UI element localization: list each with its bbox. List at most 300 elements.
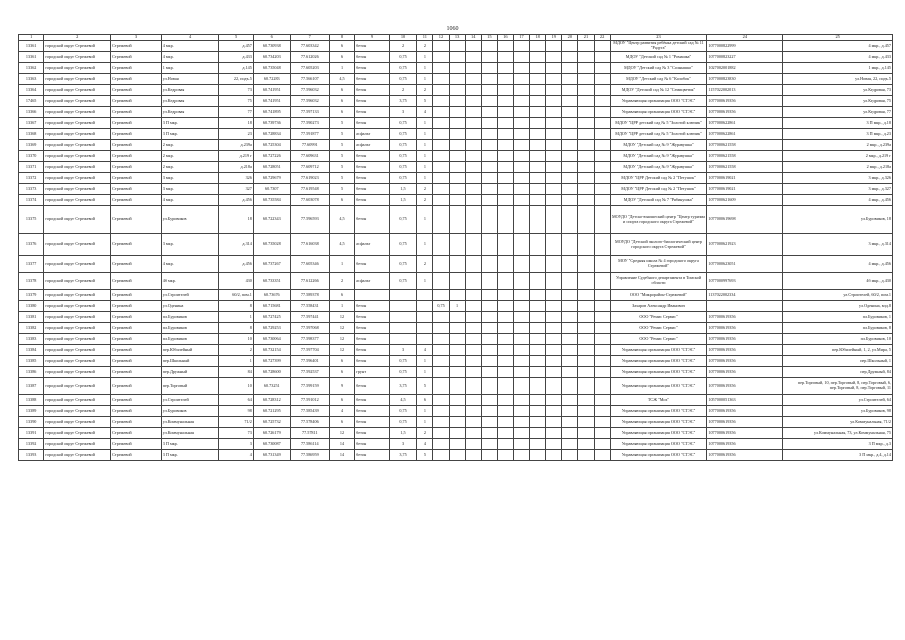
table-cell: городской округ Стрежевой <box>44 85 111 96</box>
table-cell <box>530 129 546 140</box>
table-cell <box>449 63 465 74</box>
table-cell: 4 <box>329 406 354 417</box>
table-cell: ул.Кедровая, 75 <box>783 96 893 107</box>
table-cell <box>546 256 562 273</box>
table-row <box>19 356 893 367</box>
table-cell <box>594 323 610 334</box>
table-cell <box>513 195 529 206</box>
table-cell: Стрежевой <box>111 323 162 334</box>
table-cell: 0,75 <box>389 206 417 234</box>
table-cell <box>449 107 465 118</box>
table-cell <box>481 428 497 439</box>
table-cell: 77.612266 <box>290 273 329 290</box>
table-cell <box>562 96 578 107</box>
table-cell <box>530 206 546 234</box>
table-cell <box>481 323 497 334</box>
table-cell: 1077000623051 <box>707 256 783 273</box>
table-cell: 3,75 <box>389 378 417 395</box>
table-cell: 5 <box>417 450 433 461</box>
table-cell: Стрежевой <box>111 334 162 345</box>
table-cell: д.456 <box>219 195 254 206</box>
table-cell <box>433 256 449 273</box>
table-cell <box>449 378 465 395</box>
table-cell <box>530 173 546 184</box>
table-cell <box>481 273 497 290</box>
table-cell <box>562 256 578 273</box>
column-number: 17 <box>513 35 529 41</box>
table-cell: ул.Кедровая, 73 <box>783 85 893 96</box>
table-cell <box>513 206 529 234</box>
table-cell <box>481 406 497 417</box>
table-cell <box>578 406 594 417</box>
table-cell <box>433 450 449 461</box>
table-cell: городской округ Стрежевой <box>44 450 111 461</box>
table-cell <box>594 273 610 290</box>
table-cell <box>594 41 610 52</box>
table-cell: МДОУ "Детский сад № 12 "Семицветик" <box>610 85 707 96</box>
table-cell <box>449 96 465 107</box>
table-cell: МДОУ "Детский сад № 1 "Ромашка" <box>610 52 707 63</box>
table-cell <box>497 290 513 301</box>
table-cell: ул.Строителей, 64 <box>783 395 893 406</box>
table-cell <box>562 301 578 312</box>
table-cell <box>465 140 481 151</box>
table-cell: 0,75 <box>389 367 417 378</box>
table-cell <box>594 312 610 323</box>
table-cell <box>546 345 562 356</box>
table-cell <box>433 195 449 206</box>
table-cell: 77.605203 <box>290 63 329 74</box>
table-cell <box>481 151 497 162</box>
table-cell: 1077000619356 <box>707 356 783 367</box>
table-cell <box>465 312 481 323</box>
table-cell: 13379 <box>19 290 44 301</box>
table-cell: д.457 <box>219 41 254 52</box>
table-cell: Стрежевой <box>111 206 162 234</box>
table-cell <box>578 312 594 323</box>
table-cell <box>562 162 578 173</box>
table-cell: 1077000619356 <box>707 406 783 417</box>
table-cell <box>497 140 513 151</box>
table-cell <box>562 107 578 118</box>
table-cell: МДОУ "ЦРР Детский сад № 2 "Петушок" <box>610 184 707 195</box>
table-cell <box>433 290 449 301</box>
table-cell <box>578 439 594 450</box>
table-cell <box>497 162 513 173</box>
table-row <box>19 162 893 173</box>
table-cell <box>433 334 449 345</box>
table-cell: бетон <box>355 151 390 162</box>
table-cell: 77.591012 <box>290 395 329 406</box>
table-cell <box>449 195 465 206</box>
table-cell: 0,75 <box>389 256 417 273</box>
table-cell <box>530 417 546 428</box>
table-cell: 4 <box>417 439 433 450</box>
table-cell <box>530 85 546 96</box>
table-cell <box>513 334 529 345</box>
table-cell: 1077000619356 <box>707 417 783 428</box>
table-cell <box>417 301 433 312</box>
table-cell: 4б мкр. <box>161 273 219 290</box>
table-cell: ул.Кедровая <box>161 96 219 107</box>
table-cell: 3 мкр. <box>161 234 219 256</box>
column-number: 10 <box>389 35 417 41</box>
table-cell <box>433 173 449 184</box>
table-cell <box>562 52 578 63</box>
table-cell <box>449 367 465 378</box>
table-cell: 3 мкр. <box>161 173 219 184</box>
table-cell: 1137022002334 <box>707 290 783 301</box>
table-cell <box>530 184 546 195</box>
table-cell: 77.605346 <box>290 256 329 273</box>
table-cell: Стрежевой <box>111 96 162 107</box>
table-cell <box>578 323 594 334</box>
table-cell: 84 <box>219 367 254 378</box>
table-cell: бетон <box>355 195 390 206</box>
table-cell <box>433 140 449 151</box>
table-cell <box>433 395 449 406</box>
table-cell: 1,5 <box>389 428 417 439</box>
table-cell: 13380 <box>19 301 44 312</box>
table-cell <box>433 52 449 63</box>
table-cell: ул.Новая <box>161 74 219 85</box>
table-cell: 13369 <box>19 140 44 151</box>
table-cell <box>546 162 562 173</box>
table-cell <box>546 151 562 162</box>
table-cell <box>389 334 417 345</box>
table-cell: 73 <box>219 428 254 439</box>
table-cell: 12 <box>329 323 354 334</box>
table-cell: Стрежевой <box>111 367 162 378</box>
table-cell <box>465 378 481 395</box>
table-cell: 1077000619021 <box>707 184 783 195</box>
table-cell: МДОУ "Детский сад № 9 "Журавушка" <box>610 162 707 173</box>
table-cell: 77.616038 <box>290 234 329 256</box>
table-cell: пер.Юбилейный <box>161 345 219 356</box>
table-cell <box>449 129 465 140</box>
table-cell <box>465 96 481 107</box>
table-cell <box>530 41 546 52</box>
table-cell <box>497 301 513 312</box>
table-cell <box>562 85 578 96</box>
table-cell: 0,75 <box>389 140 417 151</box>
table-cell <box>530 63 546 74</box>
table-cell: ул.Оденина, влд.8 <box>783 301 893 312</box>
table-cell <box>513 234 529 256</box>
column-number: 4 <box>161 35 219 41</box>
table-cell <box>481 395 497 406</box>
table-cell: городской округ Стрежевой <box>44 367 111 378</box>
table-cell: 77.612026 <box>290 52 329 63</box>
table-cell <box>513 162 529 173</box>
table-cell <box>481 195 497 206</box>
table-cell <box>481 184 497 195</box>
table-cell <box>481 129 497 140</box>
table-cell: 1077000619356 <box>707 378 783 395</box>
table-cell <box>546 173 562 184</box>
table-cell <box>433 162 449 173</box>
table-cell: 60.726179 <box>253 428 290 439</box>
table-cell <box>578 74 594 85</box>
table-cell <box>594 96 610 107</box>
table-cell: ул.Буровиков, 18 <box>783 206 893 234</box>
table-cell <box>562 367 578 378</box>
table-cell: 1077000823227 <box>707 52 783 63</box>
table-cell: Стрежевой <box>111 118 162 129</box>
table-row <box>19 234 893 256</box>
table-cell: бетон <box>355 378 390 395</box>
table-cell: 1077000619356 <box>707 323 783 334</box>
table-cell <box>433 273 449 290</box>
table-cell: 1077000619356 <box>707 428 783 439</box>
table-cell <box>594 367 610 378</box>
table-cell <box>562 334 578 345</box>
table-cell: 326 <box>219 173 254 184</box>
table-cell: 2 мкр., д.218а <box>783 162 893 173</box>
table-cell: 77.596593 <box>290 206 329 234</box>
table-cell <box>546 378 562 395</box>
table-cell: 0,75 <box>389 63 417 74</box>
table-cell: 13363 <box>19 74 44 85</box>
table-cell: МДОУ "Детский сад № 3 "Солнышко" <box>610 63 707 74</box>
table-cell <box>578 234 594 256</box>
table-cell <box>513 345 529 356</box>
table-cell: ул.Коммунальная <box>161 417 219 428</box>
table-cell <box>481 96 497 107</box>
table-cell <box>497 312 513 323</box>
table-row <box>19 406 893 417</box>
table-cell <box>578 367 594 378</box>
table-cell <box>594 151 610 162</box>
table-cell: 60.728312 <box>253 395 290 406</box>
table-cell: 4 мкр., д.457 <box>783 41 893 52</box>
table-cell <box>530 428 546 439</box>
table-cell: ул.Буровиков, 98 <box>783 406 893 417</box>
table-cell <box>465 173 481 184</box>
table-cell <box>578 96 594 107</box>
table-cell: 5 <box>417 378 433 395</box>
table-cell: МДОУ "Детский сад № 9 "Журавушка" <box>610 140 707 151</box>
table-cell: 13389 <box>19 406 44 417</box>
table-cell <box>465 162 481 173</box>
table-cell <box>497 367 513 378</box>
table-cell: 60.730087 <box>253 439 290 450</box>
table-cell <box>578 107 594 118</box>
table-cell <box>530 140 546 151</box>
table-cell: 6 <box>329 85 354 96</box>
table-cell: 1077000619698 <box>707 206 783 234</box>
table-cell: 13385 <box>19 356 44 367</box>
table-cell: пл.Буровиков, 8 <box>783 323 893 334</box>
table-cell <box>562 63 578 74</box>
table-cell <box>513 107 529 118</box>
table-cell: пер.Юбилейный, 1, 2, ул.Мира, 5 <box>783 345 893 356</box>
table-cell <box>497 184 513 195</box>
table-cell: 1 <box>417 206 433 234</box>
table-cell <box>481 356 497 367</box>
table-cell: 1057000051363 <box>707 395 783 406</box>
table-cell <box>433 96 449 107</box>
table-cell: 2 <box>389 41 417 52</box>
table-cell <box>594 162 610 173</box>
table-cell <box>433 41 449 52</box>
table-cell: 64 <box>219 395 254 406</box>
table-cell <box>481 107 497 118</box>
table-cell: 6 <box>329 356 354 367</box>
table-cell: 3 мкр., д.326 <box>783 173 893 184</box>
table-cell <box>546 301 562 312</box>
table-cell: 5 <box>329 184 354 195</box>
table-cell <box>433 118 449 129</box>
table-cell: городской округ Стрежевой <box>44 323 111 334</box>
table-row <box>19 439 893 450</box>
table-cell <box>513 173 529 184</box>
table-row <box>19 118 893 129</box>
column-number: 11 <box>417 35 433 41</box>
table-cell <box>562 312 578 323</box>
table-cell: Стрежевой <box>111 52 162 63</box>
table-cell: Стрежевой <box>111 378 162 395</box>
table-cell: 1077000621609 <box>707 195 783 206</box>
table-cell <box>497 195 513 206</box>
table-cell: городской округ Стрежевой <box>44 356 111 367</box>
table-cell <box>481 301 497 312</box>
table-cell <box>449 312 465 323</box>
table-cell: бетон <box>355 206 390 234</box>
table-cell: ул.Буровиков <box>161 206 219 234</box>
table-row <box>19 173 893 184</box>
table-cell <box>513 256 529 273</box>
table-cell: 3 <box>389 439 417 450</box>
table-cell: ул.Оденина <box>161 301 219 312</box>
table-cell: 6 <box>329 417 354 428</box>
table-cell: пер.Школьный <box>161 356 219 367</box>
table-cell <box>513 406 529 417</box>
table-cell: 1 мкр., д.145 <box>783 63 893 74</box>
table-cell: 4б мкр., д.430 <box>783 273 893 290</box>
table-cell: Стрежевой <box>111 356 162 367</box>
table-cell: бетон <box>355 118 390 129</box>
table-row <box>19 63 893 74</box>
table-cell: ООО "Ремис Сервис" <box>610 334 707 345</box>
table-cell: 6 <box>329 367 354 378</box>
table-cell <box>530 74 546 85</box>
table-cell: 77.596032 <box>290 85 329 96</box>
table-cell <box>594 439 610 450</box>
table-cell <box>433 85 449 96</box>
table-cell <box>497 395 513 406</box>
table-cell <box>513 74 529 85</box>
table-cell <box>465 273 481 290</box>
table-cell: бетон <box>355 107 390 118</box>
table-cell <box>546 450 562 461</box>
table-cell <box>497 85 513 96</box>
table-cell: д.239а <box>219 140 254 151</box>
table-cell <box>594 345 610 356</box>
table-cell: 2 <box>219 345 254 356</box>
table-row <box>19 345 893 356</box>
table-cell: 1,5 <box>389 195 417 206</box>
table-cell <box>481 439 497 450</box>
table-cell: 1077000823830 <box>707 74 783 85</box>
table-cell <box>449 234 465 256</box>
table-cell: 12 <box>329 312 354 323</box>
table-cell <box>497 323 513 334</box>
table-cell <box>594 356 610 367</box>
table-cell <box>546 417 562 428</box>
table-cell <box>433 151 449 162</box>
table-cell <box>497 234 513 256</box>
table-cell <box>481 450 497 461</box>
table-cell: 60.728834 <box>253 129 290 140</box>
table-cell: 13367 <box>19 118 44 129</box>
table-cell <box>546 428 562 439</box>
table-cell <box>513 417 529 428</box>
table-cell <box>465 63 481 74</box>
table-cell: 77.586959 <box>290 450 329 461</box>
table-cell <box>481 162 497 173</box>
table-cell <box>449 140 465 151</box>
table-cell: 60.730938 <box>253 41 290 52</box>
table-cell <box>578 151 594 162</box>
table-cell: 0,75 <box>389 118 417 129</box>
table-cell: 1077000619021 <box>707 173 783 184</box>
table-cell <box>513 439 529 450</box>
table-cell: 60.730064 <box>253 334 290 345</box>
table-cell: 60.737267 <box>253 256 290 273</box>
table-cell: пер.Дружный, 84 <box>783 367 893 378</box>
table-cell <box>546 96 562 107</box>
table-cell: 13375 <box>19 206 44 234</box>
table-cell: 60.727425 <box>253 312 290 323</box>
table-cell <box>513 140 529 151</box>
table-cell: 2 <box>417 85 433 96</box>
table-cell <box>497 345 513 356</box>
table-cell: ул.Строителей, 60/2, пом.1 <box>783 290 893 301</box>
table-cell: 5 <box>329 151 354 162</box>
table-cell: 5 <box>417 96 433 107</box>
table-cell: 13384 <box>19 345 44 356</box>
table-cell: городской округ Стрежевой <box>44 118 111 129</box>
table-cell: Управляющая организация ООО "СТЭС" <box>610 107 707 118</box>
column-number: 9 <box>355 35 390 41</box>
table-cell <box>578 356 594 367</box>
table-cell: 4 мкр. <box>161 41 219 52</box>
table-cell <box>578 290 594 301</box>
table-cell <box>546 41 562 52</box>
table-cell <box>562 195 578 206</box>
table-cell: 1 <box>417 140 433 151</box>
table-cell <box>578 417 594 428</box>
table-cell: 77.603078 <box>290 195 329 206</box>
table-cell <box>433 312 449 323</box>
table-cell: МОУДО "Детско-юношеский центр "Центр туризма и спорта городского округа Стрежевой" <box>610 206 707 234</box>
table-cell <box>497 378 513 395</box>
table-cell <box>465 395 481 406</box>
table-cell <box>433 63 449 74</box>
table-cell <box>355 290 390 301</box>
table-row <box>19 206 893 234</box>
table-cell: 60.728051 <box>253 162 290 173</box>
table-cell: 75 <box>219 96 254 107</box>
table-cell <box>578 378 594 395</box>
table-cell: 2 мкр. <box>161 162 219 173</box>
table-cell: 0,75 <box>389 173 417 184</box>
table-cell: 6 <box>329 395 354 406</box>
table-cell: 1 <box>417 129 433 140</box>
table-cell: МДОУ "Детский сад № 9 "Журавушка" <box>610 151 707 162</box>
table-cell: Стрежевой <box>111 450 162 461</box>
